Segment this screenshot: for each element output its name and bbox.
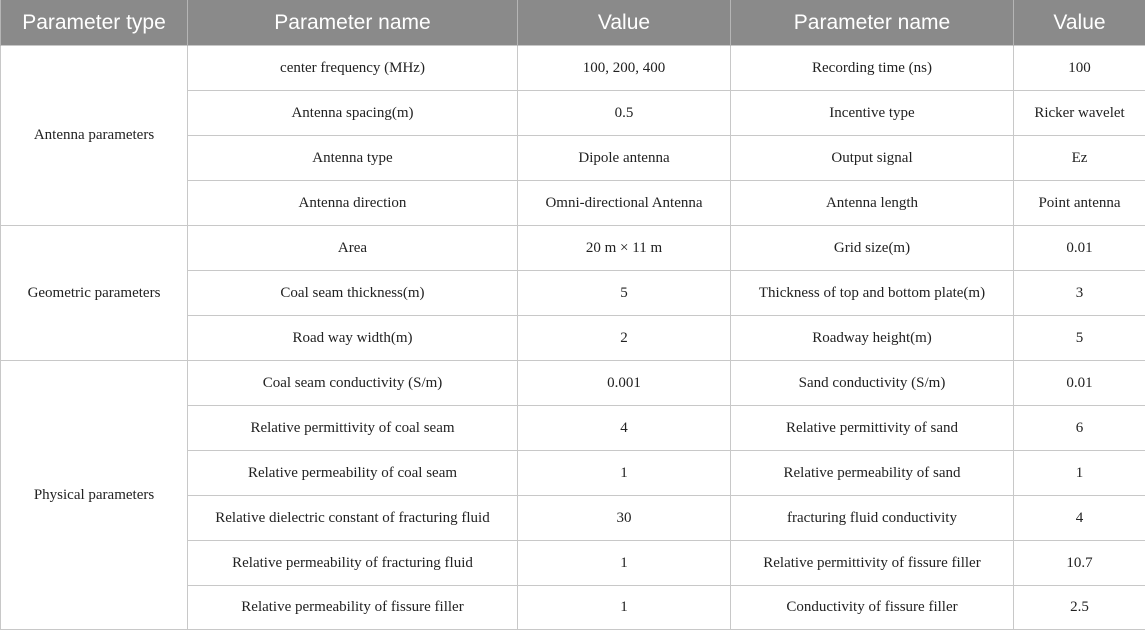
parameter-name-cell: Relative dielectric constant of fracturing fluid [188,496,518,541]
value-cell: 1 [1014,451,1145,496]
value-cell: 2.5 [1014,586,1145,630]
table-row [1,46,1145,91]
value-cell: 5 [518,271,731,316]
parameter-name-cell: Incentive type [731,91,1014,136]
value-cell: Ricker wavelet [1014,91,1145,136]
value-cell: 100 [1014,46,1145,91]
header-row [1,0,1145,46]
parameter-name-cell: center frequency (MHz) [188,46,518,91]
header-parameter-name-2: Parameter name [731,0,1014,46]
parameter-name-cell: Relative permittivity of coal seam [188,406,518,451]
parameter-type-cell: Geometric parameters [1,226,188,361]
value-cell: 0.01 [1014,361,1145,406]
header-value-1: Value [518,0,731,46]
parameter-name-cell: Antenna type [188,136,518,181]
parameter-name-cell: Relative permeability of fissure filler [188,586,518,630]
parameter-name-cell: Roadway height(m) [731,316,1014,361]
value-cell: 1 [518,451,731,496]
parameter-name-cell: Conductivity of fissure filler [731,586,1014,630]
value-cell: 100, 200, 400 [518,46,731,91]
parameter-name-cell: Relative permeability of sand [731,451,1014,496]
value-cell: Point antenna [1014,181,1145,226]
parameter-name-cell: Output signal [731,136,1014,181]
value-cell: 4 [1014,496,1145,541]
value-cell: 1 [518,541,731,586]
table-row [1,361,1145,406]
value-cell: 4 [518,406,731,451]
parameter-type-cell: Physical parameters [1,361,188,630]
parameter-name-cell: Relative permittivity of fissure filler [731,541,1014,586]
parameter-name-cell: Relative permeability of coal seam [188,451,518,496]
value-cell: 2 [518,316,731,361]
parameter-type-cell: Antenna parameters [1,46,188,226]
value-cell: 0.001 [518,361,731,406]
parameter-name-cell: Recording time (ns) [731,46,1014,91]
value-cell: Omni-directional Antenna [518,181,731,226]
table-header [1,0,1145,46]
header-parameter-type: Parameter type [1,0,188,46]
parameter-name-cell: Coal seam thickness(m) [188,271,518,316]
header-parameter-name-1: Parameter name [188,0,518,46]
parameter-name-cell: Coal seam conductivity (S/m) [188,361,518,406]
value-cell: 0.01 [1014,226,1145,271]
header-value-2: Value [1014,0,1145,46]
table-body [1,46,1145,630]
value-cell: 30 [518,496,731,541]
parameter-name-cell: Antenna length [731,181,1014,226]
parameter-name-cell: Relative permeability of fracturing fluid [188,541,518,586]
value-cell: 0.5 [518,91,731,136]
parameter-name-cell: Area [188,226,518,271]
value-cell: Ez [1014,136,1145,181]
parameter-name-cell: Sand conductivity (S/m) [731,361,1014,406]
parameter-name-cell: fracturing fluid conductivity [731,496,1014,541]
value-cell: Dipole antenna [518,136,731,181]
parameter-name-cell: Antenna direction [188,181,518,226]
parameter-name-cell: Relative permittivity of sand [731,406,1014,451]
value-cell: 10.7 [1014,541,1145,586]
value-cell: 5 [1014,316,1145,361]
parameter-name-cell: Grid size(m) [731,226,1014,271]
parameter-name-cell: Road way width(m) [188,316,518,361]
parameter-name-cell: Antenna spacing(m) [188,91,518,136]
value-cell: 20 m × 11 m [518,226,731,271]
parameter-name-cell: Thickness of top and bottom plate(m) [731,271,1014,316]
table-row [1,226,1145,271]
value-cell: 6 [1014,406,1145,451]
value-cell: 1 [518,586,731,630]
value-cell: 3 [1014,271,1145,316]
